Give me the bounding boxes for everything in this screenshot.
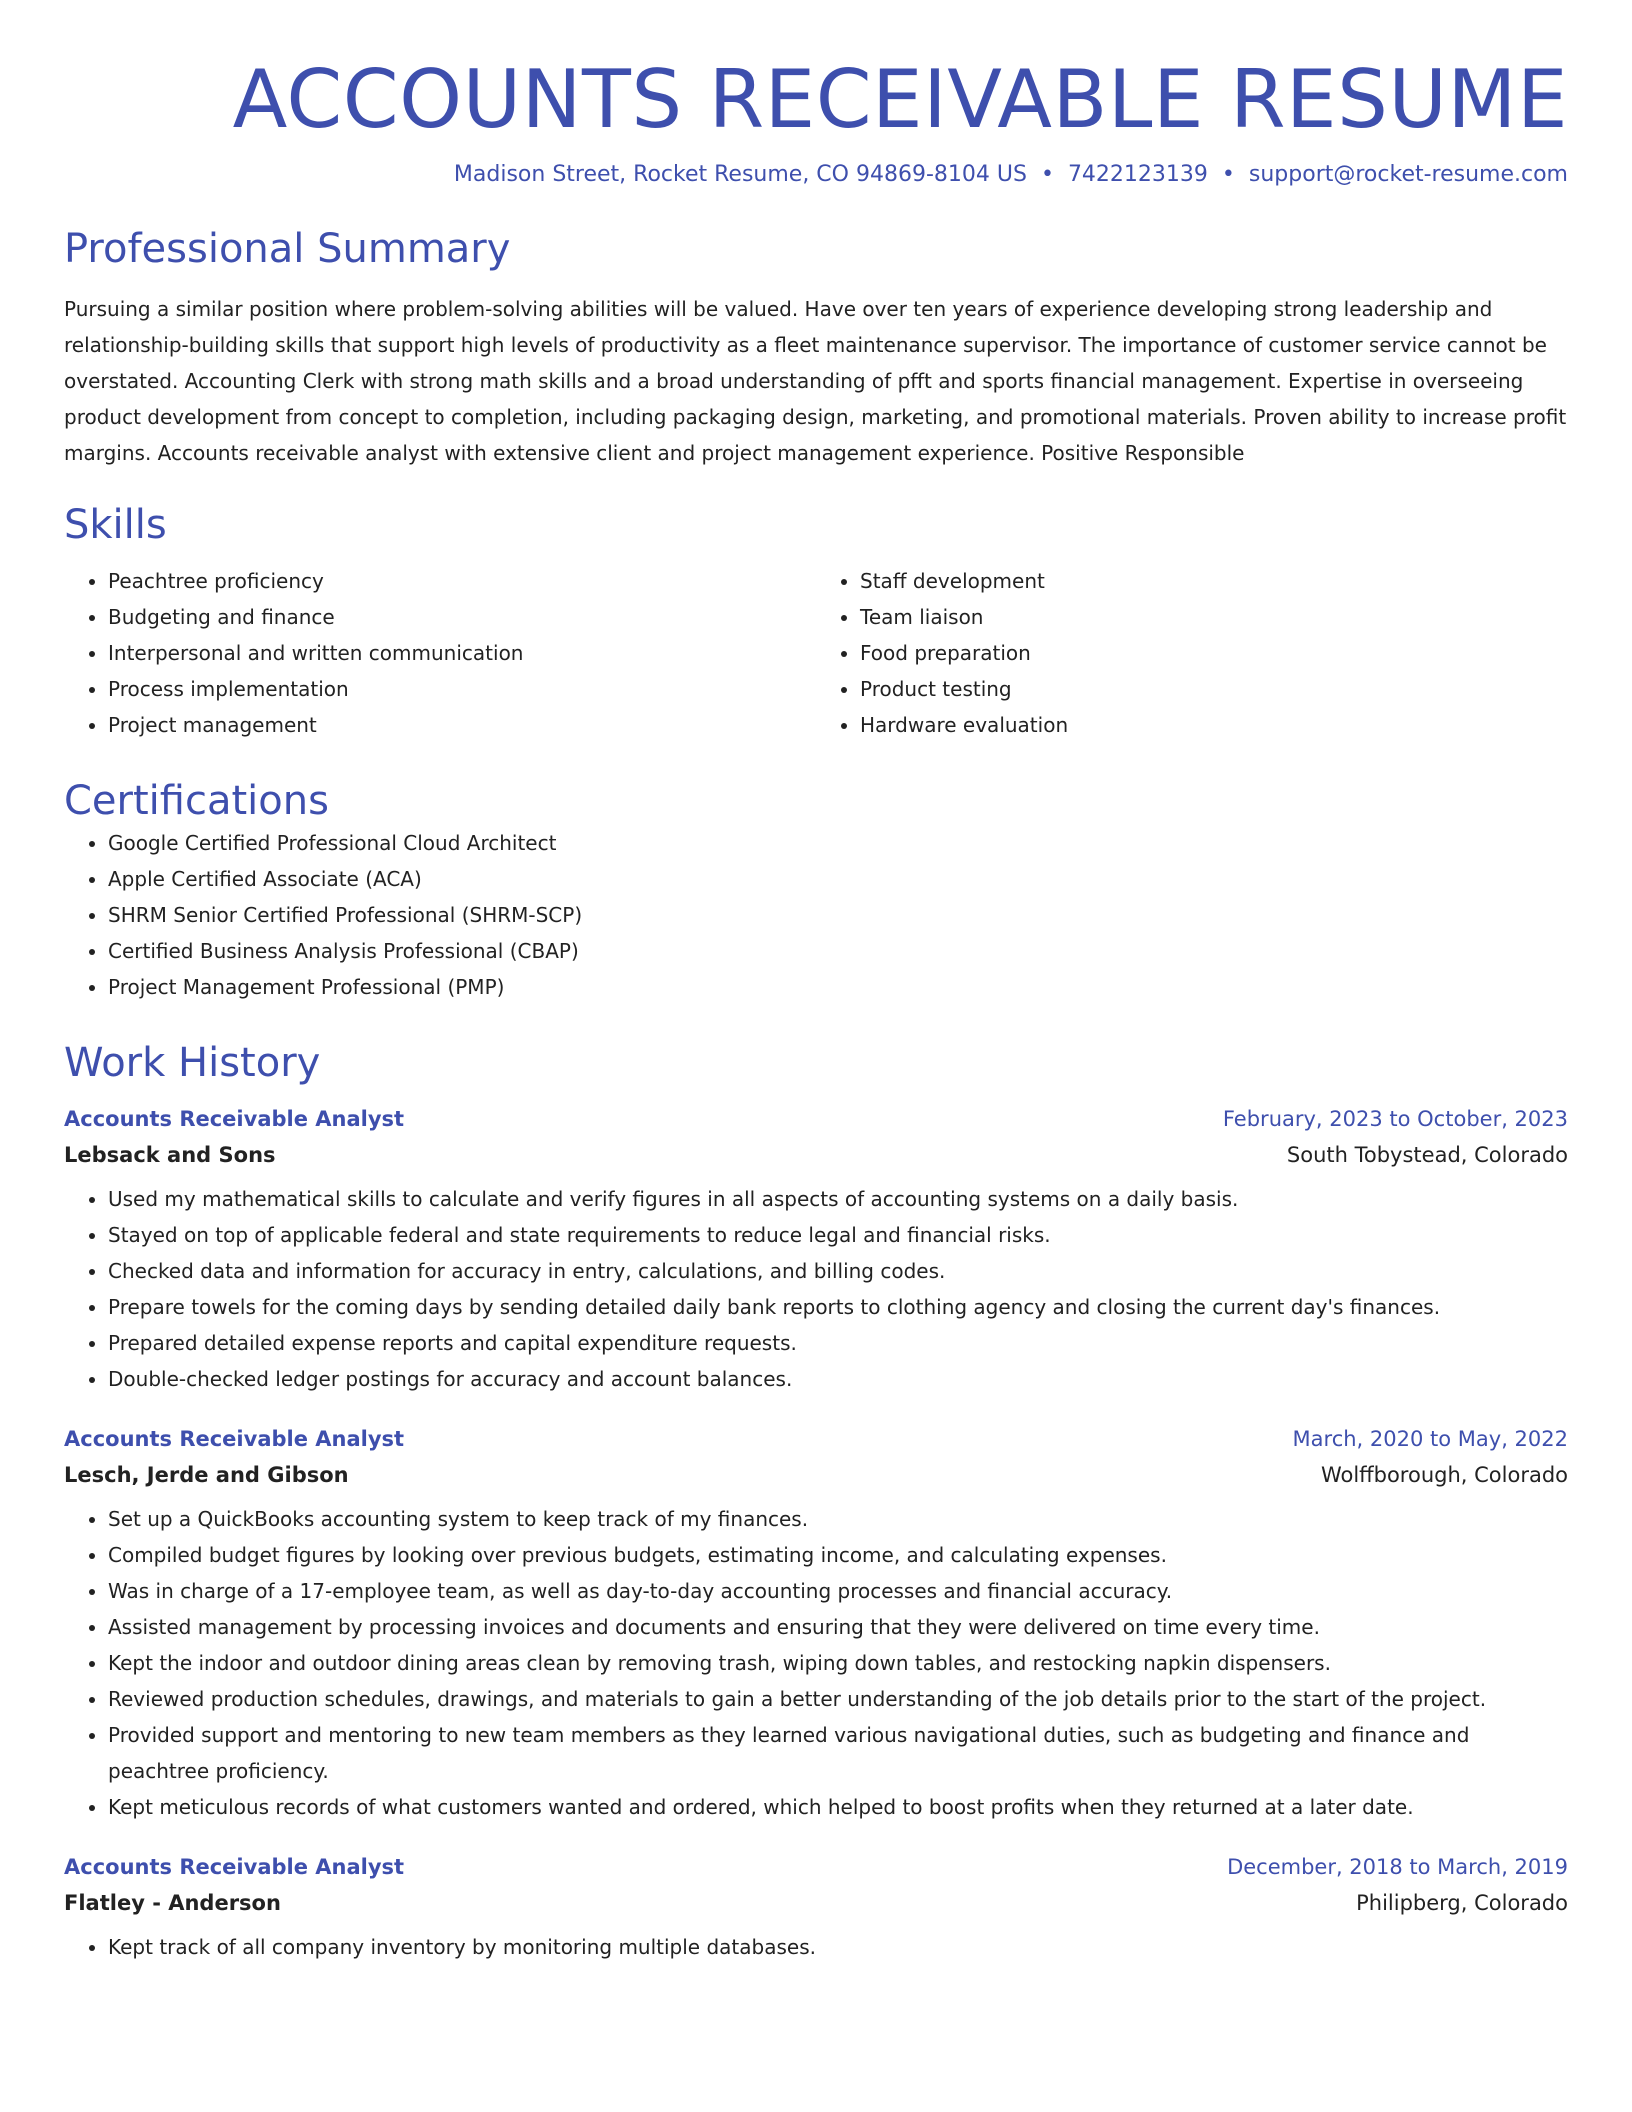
work-history-heading: Work History <box>64 1040 321 1086</box>
job-role: Accounts Receivable Analyst <box>64 1427 405 1451</box>
summary-text: Pursuing a similar position where problem-solving abilities will be valued. Have over ten years of experience developing strong leadership and relationship-building skills that support high levels of productivity as a fleet maintenance supervisor. The importance of customer service cannot be overstated. Accounting Clerk with strong math skills and a broad understanding of pfft and sports financial management. Expertise in overseeing product development from concept to completion, including packaging design, marketing, and promotional materials. Proven ability to increase profit margins. Accounts receivable analyst with extensive client and project management experience. Positive Responsible <box>64 297 1567 465</box>
skill-item: • Peachtree proficiency <box>108 563 816 599</box>
skill-item: • Team liaison <box>860 599 1568 635</box>
job-bullet: • Was in charge of a 17-employee team, as well as day-to-day accounting processes and financial accuracy. <box>108 1573 1568 1609</box>
job-bullets <box>64 1929 1568 1965</box>
job-bullet: • Double-checked ledger postings for accuracy and account balances. <box>108 1361 1568 1397</box>
skill-item: • Interpersonal and written communication <box>108 635 816 671</box>
certification-item: • Certified Business Analysis Professional (CBAP) <box>108 933 1568 969</box>
phone-text: 7422123139 <box>1067 162 1208 187</box>
job-bullet: • Checked data and information for accuracy in entry, calculations, and billing codes. <box>108 1253 1568 1289</box>
skills-columns <box>64 563 1568 743</box>
address-text: Madison Street, Rocket Resume, CO 94869-8104 US <box>453 162 1027 187</box>
certification-item: • Project Management Professional (PMP) <box>108 969 1568 1005</box>
job-header <box>64 1427 1568 1451</box>
certification-item: • Apple Certified Associate (ACA) <box>108 861 1568 897</box>
contact-line <box>64 162 1568 187</box>
job-location: South Tobystead, Colorado <box>1286 1143 1568 1167</box>
job-bullet: • Assisted management by processing invoices and documents and ensuring that they were delivered on time every time. <box>108 1609 1568 1645</box>
job-location: Philipberg, Colorado <box>1356 1891 1568 1915</box>
skill-item: • Project management <box>108 707 816 743</box>
resume-title: ACCOUNTS RECEIVABLE RESUME <box>232 53 1568 146</box>
certification-item: • Google Certified Professional Cloud Architect <box>108 825 1568 861</box>
job-bullet: • Prepared detailed expense reports and capital expenditure requests. <box>108 1325 1568 1361</box>
job-role: Accounts Receivable Analyst <box>64 1107 405 1131</box>
summary-heading: Professional Summary <box>64 226 511 272</box>
separator-dot: • <box>1221 162 1235 187</box>
job-subheader <box>64 1143 1568 1167</box>
skill-item: • Hardware evaluation <box>860 707 1568 743</box>
certifications-heading: Certifications <box>64 778 329 824</box>
skill-item: • Food preparation <box>860 635 1568 671</box>
skill-item: • Budgeting and finance <box>108 599 816 635</box>
job-bullet: • Kept the indoor and outdoor dining areas clean by removing trash, wiping down tables, and restocking napkin dispensers. <box>108 1645 1568 1681</box>
job-dates: February, 2023 to October, 2023 <box>1222 1107 1568 1131</box>
job-dates: March, 2020 to May, 2022 <box>1292 1427 1568 1451</box>
job-bullet: • Provided support and mentoring to new team members as they learned various navigational duties, such as budgeting and finance and peachtree proficiency. <box>108 1717 1568 1789</box>
resume-page <box>64 0 1568 1965</box>
job-bullet: • Stayed on top of applicable federal and state requirements to reduce legal and financial risks. <box>108 1217 1568 1253</box>
job-bullets <box>64 1501 1568 1825</box>
skills-list-right <box>816 563 1568 743</box>
email-link[interactable]: support@rocket-resume.com <box>1248 162 1568 187</box>
job-bullet: • Kept track of all company inventory by monitoring multiple databases. <box>108 1929 1568 1965</box>
certifications-list <box>64 825 1568 1005</box>
job-bullet: • Compiled budget figures by looking over previous budgets, estimating income, and calculating expenses. <box>108 1537 1568 1573</box>
skills-list-left <box>64 563 816 743</box>
job-role: Accounts Receivable Analyst <box>64 1855 405 1879</box>
skills-heading: Skills <box>64 502 167 548</box>
job-company: Lebsack and Sons <box>64 1143 276 1167</box>
skill-item: • Staff development <box>860 563 1568 599</box>
job-bullet: • Kept meticulous records of what customers wanted and ordered, which helped to boost profits when they returned at a later date. <box>108 1789 1568 1825</box>
job-subheader <box>64 1891 1568 1915</box>
job-location: Wolffborough, Colorado <box>1320 1463 1568 1487</box>
job-entry <box>64 1855 1568 1965</box>
job-bullet: • Used my mathematical skills to calculate and verify figures in all aspects of accounting systems on a daily basis. <box>108 1181 1568 1217</box>
job-entry <box>64 1427 1568 1825</box>
job-company: Flatley - Anderson <box>64 1891 281 1915</box>
job-bullets <box>64 1181 1568 1397</box>
skill-item: • Product testing <box>860 671 1568 707</box>
certification-item: • SHRM Senior Certified Professional (SHRM-SCP) <box>108 897 1568 933</box>
job-entry <box>64 1107 1568 1397</box>
job-header <box>64 1855 1568 1879</box>
job-header <box>64 1107 1568 1131</box>
skill-item: • Process implementation <box>108 671 816 707</box>
job-dates: December, 2018 to March, 2019 <box>1227 1855 1568 1879</box>
job-bullet: • Set up a QuickBooks accounting system to keep track of my finances. <box>108 1501 1568 1537</box>
job-subheader <box>64 1463 1568 1487</box>
job-company: Lesch, Jerde and Gibson <box>64 1463 349 1487</box>
separator-dot: • <box>1040 162 1054 187</box>
job-bullet: • Reviewed production schedules, drawings, and materials to gain a better understanding of the job details prior to the start of the project. <box>108 1681 1568 1717</box>
job-bullet: • Prepare towels for the coming days by sending detailed daily bank reports to clothing agency and closing the current day's finances. <box>108 1289 1568 1325</box>
